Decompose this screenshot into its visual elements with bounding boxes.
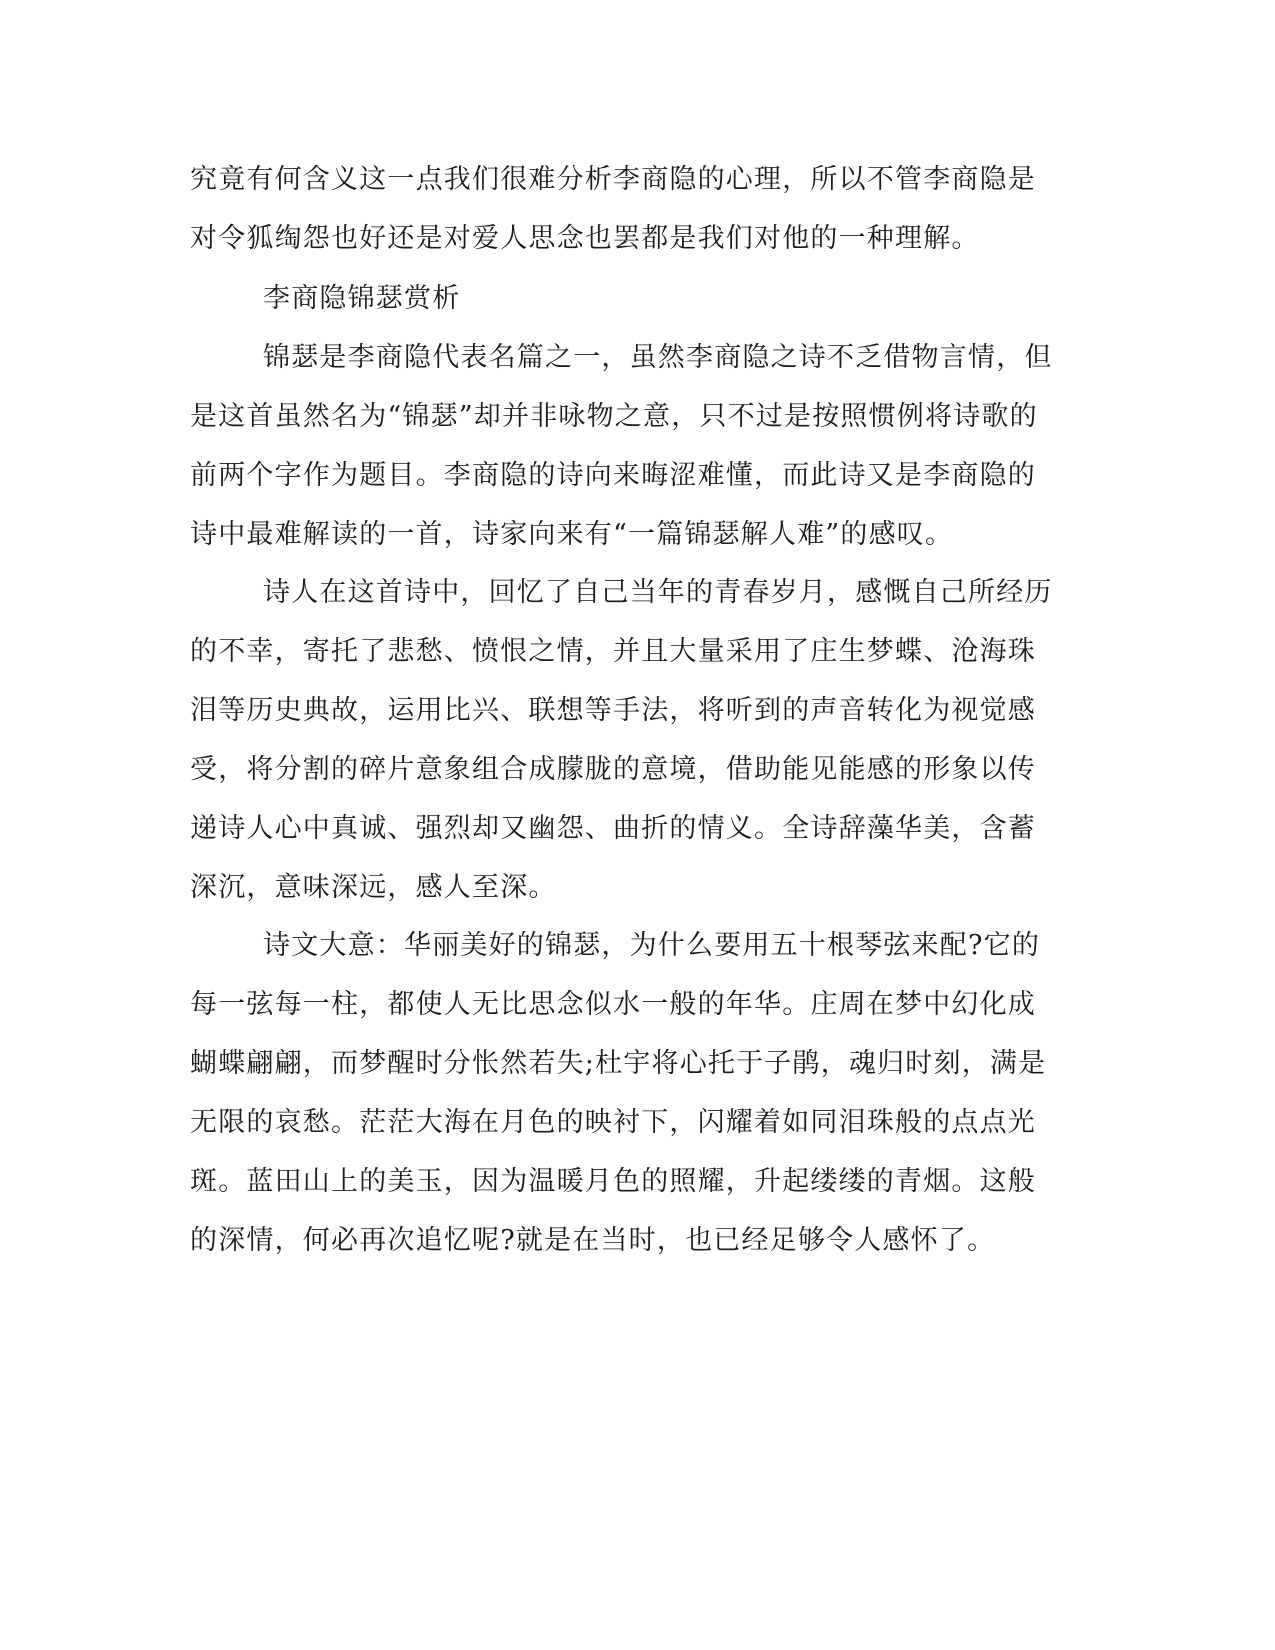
text-line: 斑。蓝田山上的美玉，因为温暖月色的照耀，升起缕缕的青烟。这般 [190, 1166, 1036, 1197]
text-line: 是这首虽然名为“锦瑟”却并非咏物之意，只不过是按照惯例将诗歌的 [190, 401, 1038, 432]
section-heading: 李商隐锦瑟赏析 [263, 283, 461, 314]
text-line: 泪等历史典故，运用比兴、联想等手法，将听到的声音转化为视觉感 [190, 695, 1036, 726]
text-line: 递诗人心中真诚、强烈却又幽怨、曲折的情义。全诗辞藻华美，含蓄 [190, 813, 1036, 844]
text-line: 的深情，何必再次追忆呢?就是在当时，也已经足够令人感怀了。 [190, 1225, 996, 1256]
text-line: 每一弦每一柱，都使人无比思念似水一般的年华。庄周在梦中幻化成 [190, 989, 1036, 1020]
text-line: 对令狐绹怨也好还是对爱人思念也罢都是我们对他的一种理解。 [190, 223, 980, 254]
text-line: 无限的哀愁。茫茫大海在月色的映衬下，闪耀着如同泪珠般的点点光 [190, 1107, 1036, 1138]
text-line: 究竟有何含义这一点我们很难分析李商隐的心理，所以不管李商隐是 [190, 164, 1036, 195]
text-line: 深沉，意味深远，感人至深。 [190, 872, 557, 903]
text-line: 蝴蝶翩翩，而梦醒时分怅然若失;杜宇将心托于子鹃，魂归时刻，满是 [190, 1048, 1047, 1079]
text-line: 的不幸，寄托了悲愁、愤恨之情，并且大量采用了庄生梦蝶、沧海珠 [190, 636, 1036, 667]
text-line: 锦瑟是李商隐代表名篇之一，虽然李商隐之诗不乏借物言情，但 [263, 342, 1053, 373]
text-line: 受，将分割的碎片意象组合成朦胧的意境，借助能见能感的形象以传 [190, 754, 1036, 785]
text-line: 前两个字作为题目。李商隐的诗向来晦涩难懂，而此诗又是李商隐的 [190, 460, 1036, 491]
text-line: 诗中最难解读的一首，诗家向来有“一篇锦瑟解人难”的感叹。 [190, 519, 954, 550]
text-line: 诗人在这首诗中，回忆了自己当年的青春岁月，感慨自己所经历 [263, 577, 1053, 608]
text-line: 诗文大意：华丽美好的锦瑟，为什么要用五十根琴弦来配?它的 [263, 930, 1041, 961]
